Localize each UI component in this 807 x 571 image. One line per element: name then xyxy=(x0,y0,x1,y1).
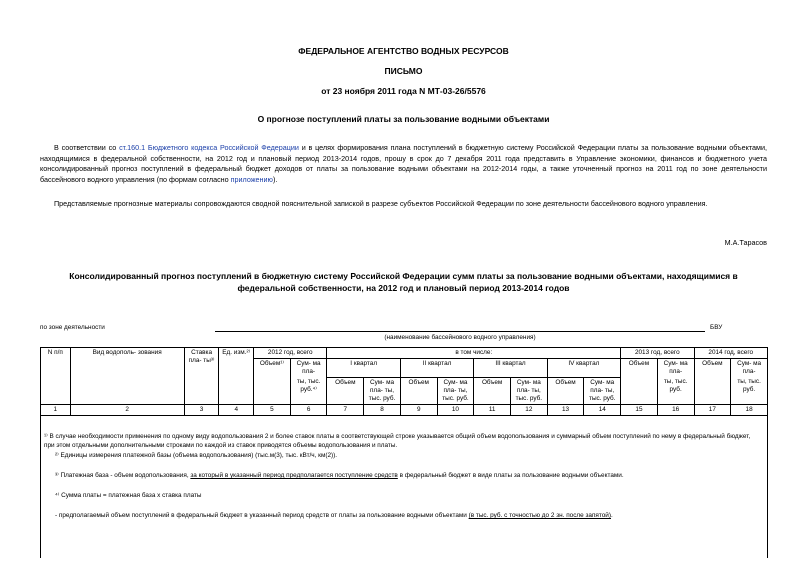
th-2013-sum-top: Сум- ма пла- xyxy=(657,359,694,378)
th-rate: Ставка пла- ты³⁾ xyxy=(184,348,219,405)
th-2013: 2013 год, всего xyxy=(621,348,694,359)
note-3-start: ³⁾ Платежная база - объем водопользования, xyxy=(55,472,191,479)
th-q1: I квартал xyxy=(327,359,400,378)
col-number: 12 xyxy=(510,404,547,415)
th-2013-volume: Объем xyxy=(621,359,658,405)
th-q3-volume: Объем xyxy=(474,377,511,404)
col-number: 17 xyxy=(694,404,731,415)
col-number: 7 xyxy=(327,404,364,415)
table-column-numbers-row xyxy=(41,404,768,415)
col-number: 5 xyxy=(254,404,291,415)
col-number: 16 xyxy=(657,404,694,415)
p1-text-start: В соответствии со xyxy=(54,143,120,152)
col-number: 9 xyxy=(400,404,437,415)
note-3-underlined: за который в указанный период предполагается поступление средств xyxy=(190,472,398,479)
th-2012-sum-bottom: ты, тыс. руб.⁴⁾ xyxy=(290,377,327,404)
col-number: 11 xyxy=(474,404,511,415)
note-5 xyxy=(55,512,760,521)
th-num: N п/п xyxy=(41,348,71,405)
col-number: 6 xyxy=(290,404,327,415)
th-q1-sum: Сум- ма пла- ты, тыс. руб. xyxy=(364,377,401,404)
th-type: Вид водополь- зования xyxy=(70,348,184,405)
th-q2-sum: Сум- ма пла- ты, тыс. руб. xyxy=(437,377,474,404)
agency-name: ФЕДЕРАЛЬНОЕ АГЕНТСТВО ВОДНЫХ РЕСУРСОВ xyxy=(298,46,509,56)
note-5-start: - предполагаемый объем поступлений в федеральный бюджет в указанный период средств от платы за пользование водными объектами xyxy=(55,512,469,519)
zone-caption: (наименование бассейнового водного управления) xyxy=(384,334,536,341)
p1-text-end: ). xyxy=(272,174,278,184)
table-header-row-1 xyxy=(41,348,768,359)
note-5-underlined: (в тыс. руб. с точностью до 2 зн. после запятой) xyxy=(468,512,611,519)
body-paragraph-2: Представляемые прогнозные материалы сопровождаются сводной пояснительной запиской в разрезе субъектов Российской Федерации по зоне деятельности бассейнового водного управления. xyxy=(54,199,708,208)
zone-label: по зоне деятельности xyxy=(40,324,105,331)
th-2012-volume: Объем¹⁾ xyxy=(254,359,291,405)
th-2014: 2014 год, всего xyxy=(694,348,768,359)
signature: М.А.Тарасов xyxy=(724,238,767,247)
th-2012: 2012 год, всего xyxy=(254,348,327,359)
appendix-link[interactable]: приложению xyxy=(230,174,273,184)
th-2013-sum-bottom: ты, тыс. руб. xyxy=(657,377,694,404)
note-3-end: в федеральный бюджет в виде платы за пользование водными объектами. xyxy=(397,472,624,479)
col-number: 15 xyxy=(621,404,658,415)
th-2014-sum-top: Сум- ма пла- xyxy=(731,359,768,378)
th-q3: III квартал xyxy=(474,359,547,378)
th-q1-volume: Объем xyxy=(327,377,364,404)
note-3 xyxy=(55,472,760,481)
th-unit: Ед. изм.²⁾ xyxy=(219,348,254,405)
form-title: Консолидированный прогноз поступлений в бюджетную систему Российской Федерации сумм платы за пользование водными объектами, находящимися в федеральной собственности, на 2012 год и плановый период 2013-2014 годов xyxy=(69,271,738,293)
note-4: ⁴⁾ Сумма платы = платежная база х ставка платы xyxy=(55,492,202,499)
doc-subject: О прогнозе поступлений платы за пользование водными объектами xyxy=(257,114,550,124)
zone-underline xyxy=(215,331,705,332)
th-q2-volume: Объем xyxy=(400,377,437,404)
doc-date-number: от 23 ноября 2011 года N МТ-03-26/5576 xyxy=(321,86,486,96)
budget-code-link[interactable]: ст.160.1 Бюджетного кодекса Российской Федерации xyxy=(119,143,299,152)
body-paragraph-1 xyxy=(40,143,767,185)
col-number: 13 xyxy=(547,404,584,415)
th-q4-volume: Объем xyxy=(547,377,584,404)
note-5-end: . xyxy=(611,512,613,519)
col-number: 2 xyxy=(70,404,184,415)
p1-text-middle: и в целях формирования плана поступлений в бюджетную систему Российской Федерации платы за пользование водными объектами, находящимися в федеральной собственности, на 2012 год и плановый период 2013-2014 годов, прошу в срок до 7 декабря 2011 года представить в Управление экономики, финансов и бюджетного учета консолидированный прогноз поступлений в федеральный бюджет доходов от платы за пользование водными объектами на 2012-2014 годы, а также уточненный прогноз на 2011 год по зоне деятельности бассейнового водного управления (по формам согласно xyxy=(40,143,768,184)
col-number: 14 xyxy=(584,404,621,415)
th-2014-volume: Объем xyxy=(694,359,731,405)
th-q4-sum: Сум- ма пла- ты, тыс. руб. xyxy=(584,377,621,404)
col-number: 4 xyxy=(219,404,254,415)
doc-type: ПИСЬМО xyxy=(384,66,423,76)
bvu-label: БВУ xyxy=(710,324,723,331)
th-2012-sum-top: Сум- ма пла- xyxy=(290,359,327,378)
col-number: 3 xyxy=(184,404,219,415)
note-1: ¹⁾ В случае необходимости применения по одному виду водопользования 2 и более ставок платы в соответствующей строке указывается общий объем водопользования и суммарный объем поступлений по нему в федеральный бюджет, при этом отдельными дополнительными строками по каждой из ставок приводятся объемы водопользования и платы. xyxy=(44,433,751,449)
note-2: ²⁾ Единицы измерения платежной базы (объема водопользования) (тыс.м(3), тыс. кВт/ч, км(2)). xyxy=(55,452,338,459)
col-number: 1 xyxy=(41,404,71,415)
col-number: 8 xyxy=(364,404,401,415)
th-q4: IV квартал xyxy=(547,359,620,378)
col-number: 18 xyxy=(731,404,768,415)
th-q2: II квартал xyxy=(400,359,473,378)
th-incl: в том числе: xyxy=(327,348,621,359)
col-number: 10 xyxy=(437,404,474,415)
th-2014-sum-bottom: ты, тыс. руб. xyxy=(731,377,768,404)
th-q3-sum: Сум- ма пла- ты, тыс. руб. xyxy=(510,377,547,404)
